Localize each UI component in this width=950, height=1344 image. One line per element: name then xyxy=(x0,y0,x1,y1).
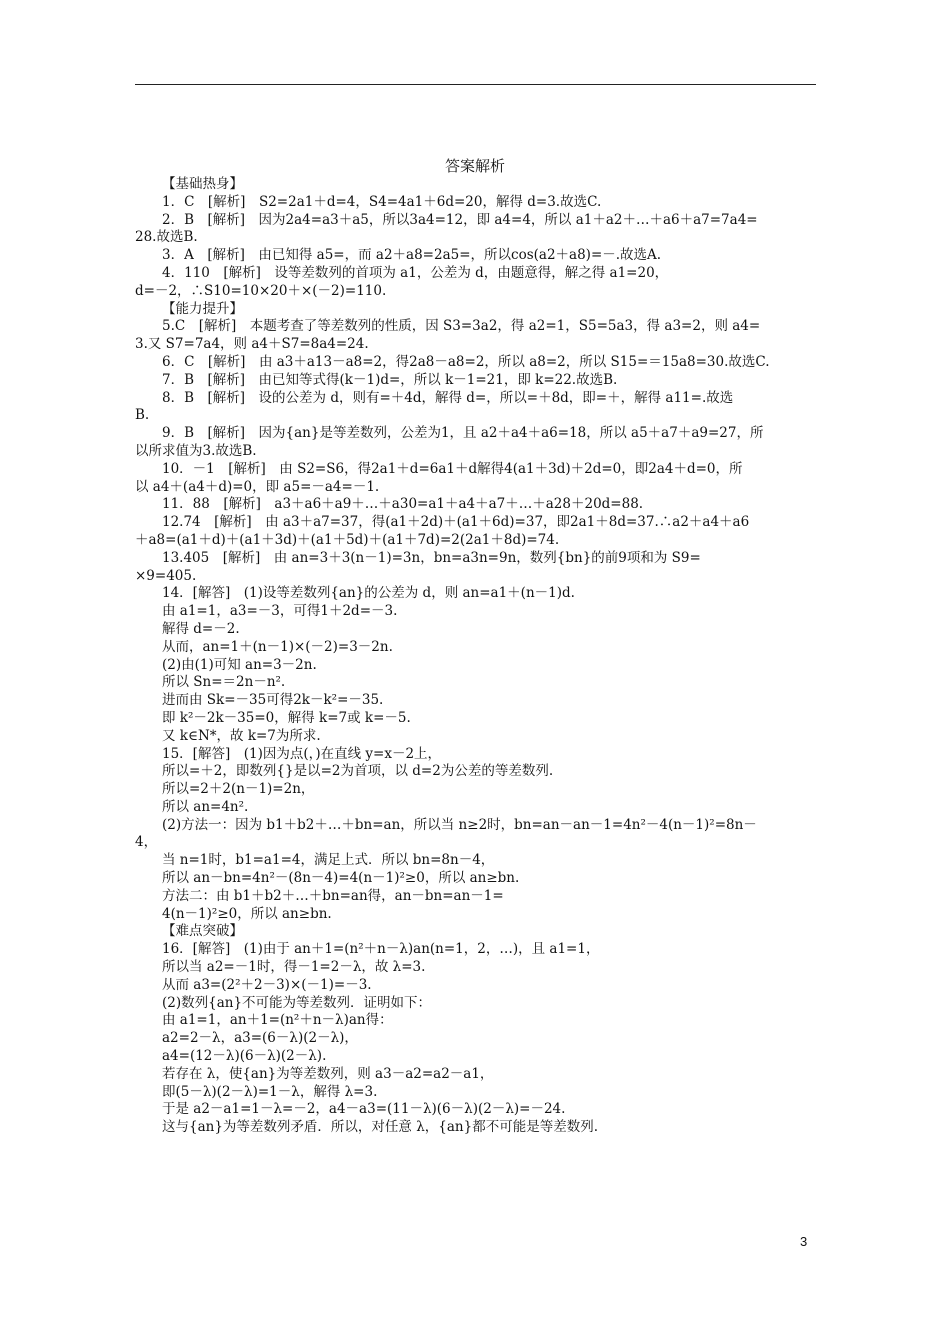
text-line: 进而由 Sk=－35可得2k－k²=－35. xyxy=(162,692,384,709)
text-line: 8．B [解析] 设的公差为 d，则有=＋4d，解得 d=，所以=＋8d，即=＋，解得 a11=.故选 xyxy=(162,389,734,406)
text-line: 又 k∈N*，故 k=7为所求. xyxy=(162,727,321,744)
text-line: 16．[解答] (1)由于 an＋1=(n²＋n－λ)an(n=1，2，…)，且 a1=1， xyxy=(162,941,600,958)
text-line: 以 a4＋(a4＋d)=0，即 a5=－a4=－1. xyxy=(135,478,380,495)
header-rule xyxy=(135,84,816,85)
text-line: 以所求值为3.故选B. xyxy=(135,442,257,459)
text-line: 方法二：由 b1＋b2＋…＋bn=an得，an－bn=an－1= xyxy=(162,887,504,904)
text-line: 15．[解答] (1)因为点(，)在直线 y=x－2上， xyxy=(162,745,442,762)
text-line: 所以=＋2，即数列{}是以=2为首项，以 d=2为公差的等差数列. xyxy=(162,763,554,780)
text-line: 所以 Sn=＝2n－n². xyxy=(162,674,286,691)
text-line: 5.C [解析] 本题考查了等差数列的性质，因 S3=3a2，得 a2=1，S5=5a3，得 a3=2，则 a4= xyxy=(162,318,761,335)
text-line: 若存在 λ，使{an}为等差数列，则 a3－a2=a2－a1， xyxy=(162,1065,494,1082)
answer-body xyxy=(135,176,816,1137)
text-line: 由 a1=1，an＋1=(n²＋n－λ)an得： xyxy=(162,1012,393,1029)
text-line: ×9=405. xyxy=(135,567,197,584)
text-line: 从而 a3=(2²＋2－3)×(－1)=－3. xyxy=(162,976,372,993)
text-line: 4， xyxy=(135,834,158,851)
page-title: 答案解析 xyxy=(444,157,505,175)
text-line: 9．B [解析] 因为{an}是等差数列，公差为1，且 a2＋a4＋a6=18，所以 a5＋a7＋a9=27，所 xyxy=(162,425,764,442)
text-line: (2)由(1)可知 an=3－2n. xyxy=(162,656,317,673)
text-line: 4．110 [解析] 设等差数列的首项为 a1，公差为 d，由题意得，解之得 a1=20， xyxy=(162,264,669,281)
text-line: 13.405 [解析] 由 an=3＋3(n－1)=3n，bn=a3n=9n，数列{bn}的前9项和为 S9= xyxy=(162,549,701,566)
text-line: 所以 an=4n². xyxy=(162,798,249,815)
text-line: 7．B [解析] 由已知等式得(k－1)d=，所以 k－1=21，即 k=22.故选B. xyxy=(162,371,618,388)
text-line: 即(5－λ)(2－λ)=1－λ，解得 λ=3. xyxy=(162,1083,378,1100)
text-line: 4(n－1)²≥0，所以 an≥bn. xyxy=(162,905,332,922)
text-line: 【难点突破】 xyxy=(162,923,243,940)
text-line: 所以 an－bn=4n²－(8n－4)=4(n－1)²≥0，所以 an≥bn. xyxy=(162,870,520,887)
text-line: 3．A [解析] 由已知得 a5=，而 a2＋a8=2a5=，所以cos(a2＋a8)=－.故选A. xyxy=(162,247,662,264)
text-line: 2．B [解析] 因为2a4=a3＋a5，所以3a4=12，即 a4=4，所以 a1＋a2＋…＋a6＋a7=7a4= xyxy=(162,211,758,228)
text-line: (2)数列{an}不可能为等差数列．证明如下： xyxy=(162,994,432,1011)
text-line: 这与{an}为等差数列矛盾．所以，对任意 λ，{an}都不可能是等差数列. xyxy=(162,1119,598,1136)
text-line: 于是 a2－a1=1－λ=－2，a4－a3=(11－λ)(6－λ)(2－λ)=－24. xyxy=(162,1101,566,1118)
text-line: B. xyxy=(135,407,150,424)
text-line: d=－2，∴S10=10×20＋×(－2)=110. xyxy=(135,282,387,299)
text-line: 14．[解答] (1)设等差数列{an}的公差为 d，则 an=a1＋(n－1)d. xyxy=(162,585,575,602)
text-line: 28.故选B. xyxy=(135,229,198,246)
text-line: (2)方法一：因为 b1＋b2＋…＋bn=an，所以当 n≥2时，bn=an－an－1=4n²－4(n－1)²=8n－ xyxy=(162,816,757,833)
text-line: a2=2－λ，a3=(6－λ)(2－λ)， xyxy=(162,1030,358,1047)
text-line: 所以=2＋2(n－1)=2n， xyxy=(162,781,315,798)
text-line: 所以当 a2=－1时，得－1=2－λ，故 λ=3. xyxy=(162,959,426,976)
text-line: 3.又 S7=7a4，则 a4＋S7=8a4=24. xyxy=(135,336,369,353)
text-line: 解得 d=－2. xyxy=(162,620,240,637)
text-line: 10．－1 [解析] 由 S2=S6，得2a1＋d=6a1＋d解得4(a1＋3d)＋2d=0，即2a4＋d=0，所 xyxy=(162,460,743,477)
text-line: a4=(12－λ)(6－λ)(2－λ). xyxy=(162,1048,327,1065)
text-line: 即 k²－2k－35=0，解得 k=7或 k=－5. xyxy=(162,709,411,726)
text-line: 从而，an=1＋(n－1)×(－2)=3－2n. xyxy=(162,638,393,655)
text-line: 6．C [解析] 由 a3＋a13－a8=2，得2a8－a8=2，所以 a8=2，所以 S15=＝15a8=30.故选C. xyxy=(162,353,770,370)
text-line: 由 a1=1，a3=－3，可得1＋2d=－3. xyxy=(162,603,398,620)
text-line: 1．C [解析] S2=2a1＋d=4，S4=4a1＋6d=20，解得 d=3.故选C. xyxy=(162,193,602,210)
text-line: 【能力提升】 xyxy=(162,300,243,317)
text-line: ＋a8=(a1＋d)＋(a1＋3d)＋(a1＋5d)＋(a1＋7d)=2(2a1＋8d)=74. xyxy=(135,531,560,548)
text-line: 12.74 [解析] 由 a3＋a7=37，得(a1＋2d)＋(a1＋6d)=37，即2a1＋8d=37.∴a2＋a4＋a6 xyxy=(162,514,750,531)
page-number: 3 xyxy=(800,1234,808,1249)
text-line: 【基础热身】 xyxy=(162,176,243,192)
text-line: 11．88 [解析] a3＋a6＋a9＋…＋a30=a1＋a4＋a7＋…＋a28＋20d=88. xyxy=(162,496,644,513)
text-line: 当 n=1时，b1=a1=4，满足上式．所以 bn=8n－4， xyxy=(162,852,495,869)
